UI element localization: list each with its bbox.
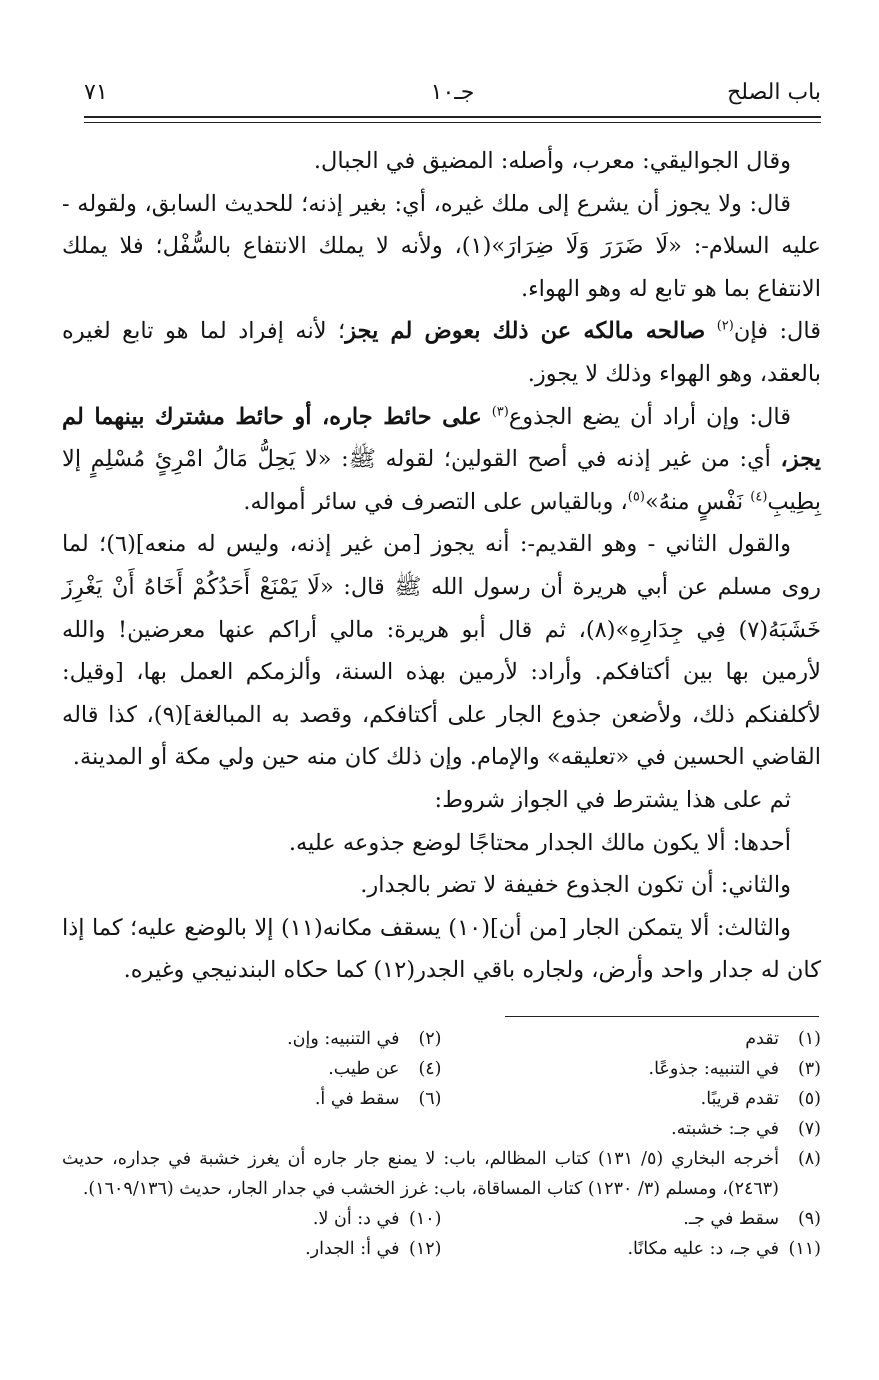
paragraph: ثم على هذا يشترط في الجواز شروط:: [434, 786, 791, 813]
footnote-text: سقط في جـ.: [683, 1209, 779, 1229]
paragraph: وقال الجواليقي: معرب، وأصله: المضيق في الجبال.: [313, 148, 791, 174]
footnote-text: في التنبيه: وإن.: [287, 1029, 400, 1049]
footnote-row: [62, 1054, 821, 1084]
bold-text: على حائط جاره، أو حائط مشترك بينهما لم يجز،: [62, 403, 821, 473]
text-run: ؛ لأنه إفراد لما هو تابع لغيره بالعقد، وهو الهواء وذلك لا يجوز.: [62, 318, 821, 387]
paragraph: والثاني: أن تكون الجذوع خفيفة لا تضر بالجدار.: [360, 872, 791, 899]
text-run: أي: من غير إذنه في أصح القولين؛ لقوله ﷺ: «لا يَحِلُّ مَالُ امْرِئٍ مُسْلِمٍ إلا بِطِيبِ: [62, 446, 821, 515]
footnote-text: تقدم: [745, 1029, 779, 1049]
page-header: [84, 78, 821, 118]
footnote-number: (٨): [797, 1149, 821, 1169]
footnote-row: [62, 1204, 821, 1234]
paragraph: [62, 396, 821, 524]
main-text: [62, 140, 821, 992]
footnote: [62, 1024, 442, 1054]
footnote-row: [62, 1234, 821, 1264]
header-rule-thin: [84, 122, 821, 123]
footnote-text: سقط في أ.: [314, 1089, 400, 1109]
paragraph: [62, 310, 821, 395]
footnote-number: (٢): [418, 1029, 442, 1049]
footnote-number: (٧): [797, 1119, 821, 1139]
footnote-text: في أ: الجدار.: [305, 1239, 400, 1259]
footnote-text: في جـ، د: عليه مكانًا.: [627, 1239, 779, 1259]
footnote: [442, 1054, 822, 1084]
text-run: نَفْسٍ منهُ»: [644, 488, 744, 515]
footnote: [62, 1144, 821, 1204]
chapter-title: باب الصلح: [727, 80, 821, 105]
footnote: [62, 1114, 821, 1144]
paragraph: والثالث: ألا يتمكن الجار [من أن](١٠) يسقف مكانه(١١) إلا بالوضع عليه؛ كما إذا كان له جدار واحد وأرض، ولجاره باقي الجدر(١٢) كما حكاه البندنيجي وغيره.: [62, 914, 821, 984]
footnote: [62, 1054, 442, 1084]
footnote-row: [62, 1084, 821, 1114]
footnote-number: (٣): [797, 1059, 821, 1079]
footnote-number: (٩): [797, 1209, 821, 1229]
footnote-number: (٦): [418, 1089, 442, 1109]
footnote-ref: (٣): [491, 404, 509, 420]
volume-label: جـ١٠: [430, 80, 475, 105]
footnote-number: (٥): [797, 1089, 821, 1109]
footnote-ref: (٢): [716, 318, 734, 334]
footnote-ref: (٤): [750, 489, 768, 505]
footnote-text: في التنبيه: جذوعًا.: [648, 1059, 779, 1079]
footnote-text: أخرجه البخاري (٥/ ١٣١) كتاب المظالم، باب: لا يمنع جار جاره أن يغرز خشبة في جداره، حديث (٢٤٦٣)، ومسلم (٣/ ١٢٣٠) كتاب المساقاة، باب: غرز الخشب في جدار الجار، حديث (١٦٠٩/١٣٦).: [62, 1149, 779, 1199]
footnote-text: في د: أن لا.: [312, 1209, 400, 1229]
footnote-row: [62, 1024, 821, 1054]
paragraph: قال: ولا يجوز أن يشرع إلى ملك غيره، أي: بغير إذنه؛ للحديث السابق، ولقوله - عليه السلام-: «لَا ضَرَرَ وَلَا ضِرَارَ»(١)، ولأنه لا يملك الانتفاع بالسُّفْل؛ فلا يملك الانتفاع بما هو تابع له وهو الهواء.: [62, 190, 821, 302]
footnote-number: (١٢): [409, 1239, 442, 1259]
footnote: [442, 1204, 822, 1234]
footnote-text: تقدم قريبًا.: [700, 1089, 779, 1109]
footnote-text: عن طيب.: [328, 1059, 400, 1079]
footnote: [62, 1234, 442, 1264]
footnote-number: (١١): [788, 1239, 821, 1259]
bold-text: صالحه مالكه عن ذلك بعوض لم يجز: [345, 318, 706, 345]
footnote: [62, 1084, 442, 1114]
footnote-text: في جـ: خشبته.: [671, 1119, 779, 1139]
footnotes: [62, 1024, 821, 1264]
text-run: ، وبالقياس على التصرف في سائر أمواله.: [243, 488, 628, 515]
footnote: [62, 1204, 442, 1234]
footnote-ref: (٥): [627, 489, 645, 505]
paragraph: أحدها: ألا يكون مالك الجدار محتاجًا لوضع جذوعه عليه.: [288, 829, 791, 856]
footnote-number: (١٠): [409, 1209, 442, 1229]
footnote: [442, 1234, 822, 1264]
footnote: [442, 1084, 822, 1114]
footnote-separator: [505, 1016, 819, 1017]
paragraph: والقول الثاني - وهو القديم-: أنه يجوز [من غير إذنه، وليس له منعه](٦)؛ لما روى مسلم عن أبي هريرة أن رسول الله ﷺ قال: «لَا يَمْنَعْ أَحَدُكُمْ أَخَاهُ أَنْ يَغْرِزَ خَشَبَهُ(٧) فِي جِدَارِهِ»(٨)، ثم قال أبو هريرة: مالي أراكم عنها معرضين! والله لأرمين بها بين أكتافكم. وأراد: لأرمين بهذه السنة، وألزمكم العمل بها، [وقيل: لأكلفنكم ذلك، ولأضعن جذوع الجار على أكتافكم، وقصد به المبالغة](٩)، كذا قاله القاضي الحسين في «تعليقه» والإمام. وإن ذلك كان منه حين ولي مكة أو المدينة.: [62, 531, 821, 771]
header-rule-thick: [84, 116, 821, 118]
footnote: [442, 1024, 822, 1054]
footnote-number: (٤): [418, 1059, 442, 1079]
page-number: ٧١: [84, 80, 108, 105]
text-run: قال: فإن: [733, 318, 822, 345]
text-run: قال: وإن أراد أن يضع الجذوع: [508, 403, 791, 430]
footnote-number: (١): [797, 1029, 821, 1049]
